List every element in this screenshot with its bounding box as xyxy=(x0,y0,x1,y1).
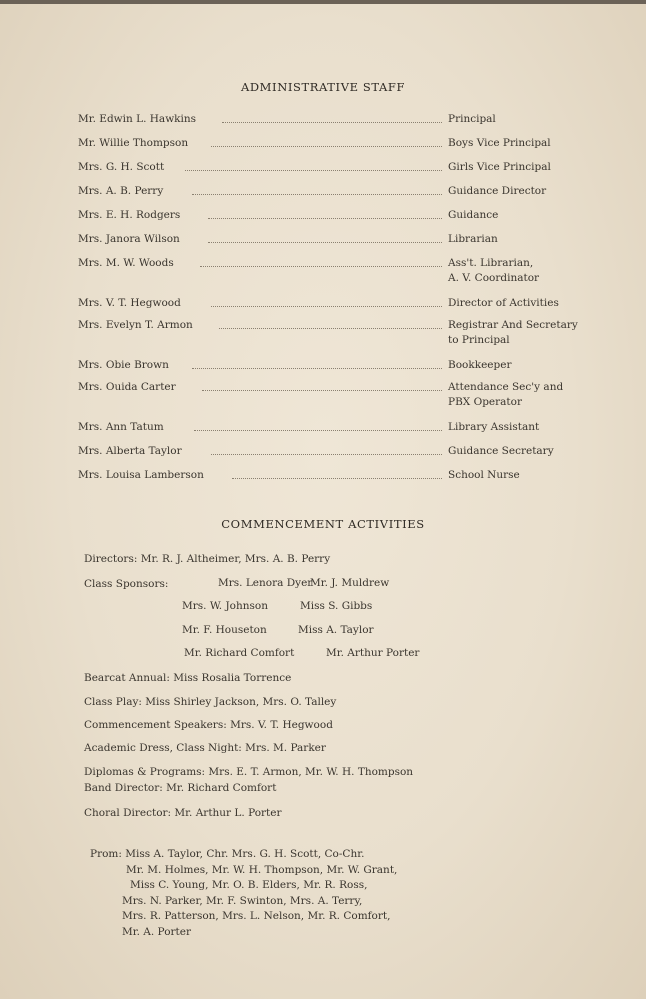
page-top-edge xyxy=(0,0,646,4)
speakers-line: Commencement Speakers: Mrs. V. T. Hegwood xyxy=(84,719,333,731)
staff-title: Director of Activities xyxy=(448,297,559,309)
staff-name: Mrs. Obie Brown xyxy=(78,359,169,371)
dot-leader xyxy=(232,478,442,479)
staff-title: Librarian xyxy=(448,233,498,245)
staff-title: Guidance xyxy=(448,209,499,221)
dot-leader xyxy=(211,306,442,307)
dot-leader xyxy=(222,122,442,123)
prom-line: Mr. M. Holmes, Mr. W. H. Thompson, Mr. W. Grant, xyxy=(126,864,398,876)
prom-line: Mr. A. Porter xyxy=(122,926,191,938)
prom-line: Mrs. N. Parker, Mr. F. Swinton, Mrs. A. Terry, xyxy=(122,895,363,907)
staff-name: Mrs. Evelyn T. Armon xyxy=(78,319,193,331)
dot-leader xyxy=(192,368,442,369)
staff-title: School Nurse xyxy=(448,469,520,481)
dot-leader xyxy=(200,266,442,267)
class-sponsors-label: Class Sponsors: xyxy=(84,578,169,590)
sponsor-name: Miss S. Gibbs xyxy=(300,600,373,612)
sponsor-name: Mrs. Lenora Dyer xyxy=(218,577,313,589)
staff-title: Registrar And Secretary to Principal xyxy=(448,319,578,346)
staff-name: Mrs. V. T. Hegwood xyxy=(78,297,181,309)
staff-title: Principal xyxy=(448,113,496,125)
staff-name: Mrs. G. H. Scott xyxy=(78,161,165,173)
staff-name: Mrs. A. B. Perry xyxy=(78,185,164,197)
choral-director-line: Choral Director: Mr. Arthur L. Porter xyxy=(84,807,282,819)
sponsor-name: Mr. F. Houseton xyxy=(182,624,267,636)
staff-title: Attendance Sec'y and PBX Operator xyxy=(448,381,564,408)
commencement-heading: COMMENCEMENT ACTIVITIES xyxy=(221,517,425,531)
staff-name: Mr. Willie Thompson xyxy=(78,137,189,149)
dot-leader xyxy=(194,430,442,431)
sponsor-name: Miss A. Taylor xyxy=(298,624,374,636)
prom-line: Prom: Miss A. Taylor, Chr. Mrs. G. H. Scott, Co-Chr. xyxy=(90,848,365,860)
staff-name: Mrs. E. H. Rodgers xyxy=(78,209,181,221)
dot-leader xyxy=(185,170,442,171)
staff-name: Mrs. Ann Tatum xyxy=(78,421,164,433)
staff-title: Guidance Secretary xyxy=(448,445,554,457)
sponsor-name: Mr. J. Muldrew xyxy=(310,577,390,589)
annual-line: Bearcat Annual: Miss Rosalia Torrence xyxy=(84,672,292,684)
staff-name: Mr. Edwin L. Hawkins xyxy=(78,113,197,125)
prom-line: Miss C. Young, Mr. O. B. Elders, Mr. R. Ross, xyxy=(130,879,368,891)
dot-leader xyxy=(192,194,442,195)
staff-title: Ass't. Librarian, A. V. Coordinator xyxy=(448,257,540,284)
academic-dress-line: Academic Dress, Class Night: Mrs. M. Parker xyxy=(84,742,326,754)
staff-name: Mrs. M. W. Woods xyxy=(78,257,174,269)
band-director-line: Band Director: Mr. Richard Comfort xyxy=(84,782,277,794)
staff-name: Mrs. Louisa Lamberson xyxy=(78,469,204,481)
sponsor-name: Mrs. W. Johnson xyxy=(182,600,268,612)
staff-title: Girls Vice Principal xyxy=(448,161,551,173)
dot-leader xyxy=(211,146,442,147)
directors-line: Directors: Mr. R. J. Altheimer, Mrs. A. B. Perry xyxy=(84,553,331,565)
sponsor-name: Mr. Arthur Porter xyxy=(326,647,420,659)
diplomas-line: Diplomas & Programs: Mrs. E. T. Armon, Mr. W. H. Thompson xyxy=(84,766,414,778)
class-play-line: Class Play: Miss Shirley Jackson, Mrs. O. Talley xyxy=(84,696,337,708)
staff-name: Mrs. Janora Wilson xyxy=(78,233,180,245)
dot-leader xyxy=(208,218,442,219)
prom-line: Mrs. R. Patterson, Mrs. L. Nelson, Mr. R. Comfort, xyxy=(122,910,391,922)
staff-title: Boys Vice Principal xyxy=(448,137,551,149)
admin-staff-heading: ADMINISTRATIVE STAFF xyxy=(240,80,406,94)
staff-name: Mrs. Ouida Carter xyxy=(78,381,176,393)
dot-leader xyxy=(202,390,442,391)
staff-name: Mrs. Alberta Taylor xyxy=(78,445,182,457)
staff-title: Guidance Director xyxy=(448,185,547,197)
staff-title: Bookkeeper xyxy=(448,359,512,371)
dot-leader xyxy=(208,242,442,243)
dot-leader xyxy=(219,328,442,329)
staff-title: Library Assistant xyxy=(448,421,540,433)
sponsor-name: Mr. Richard Comfort xyxy=(184,647,295,659)
dot-leader xyxy=(211,454,442,455)
